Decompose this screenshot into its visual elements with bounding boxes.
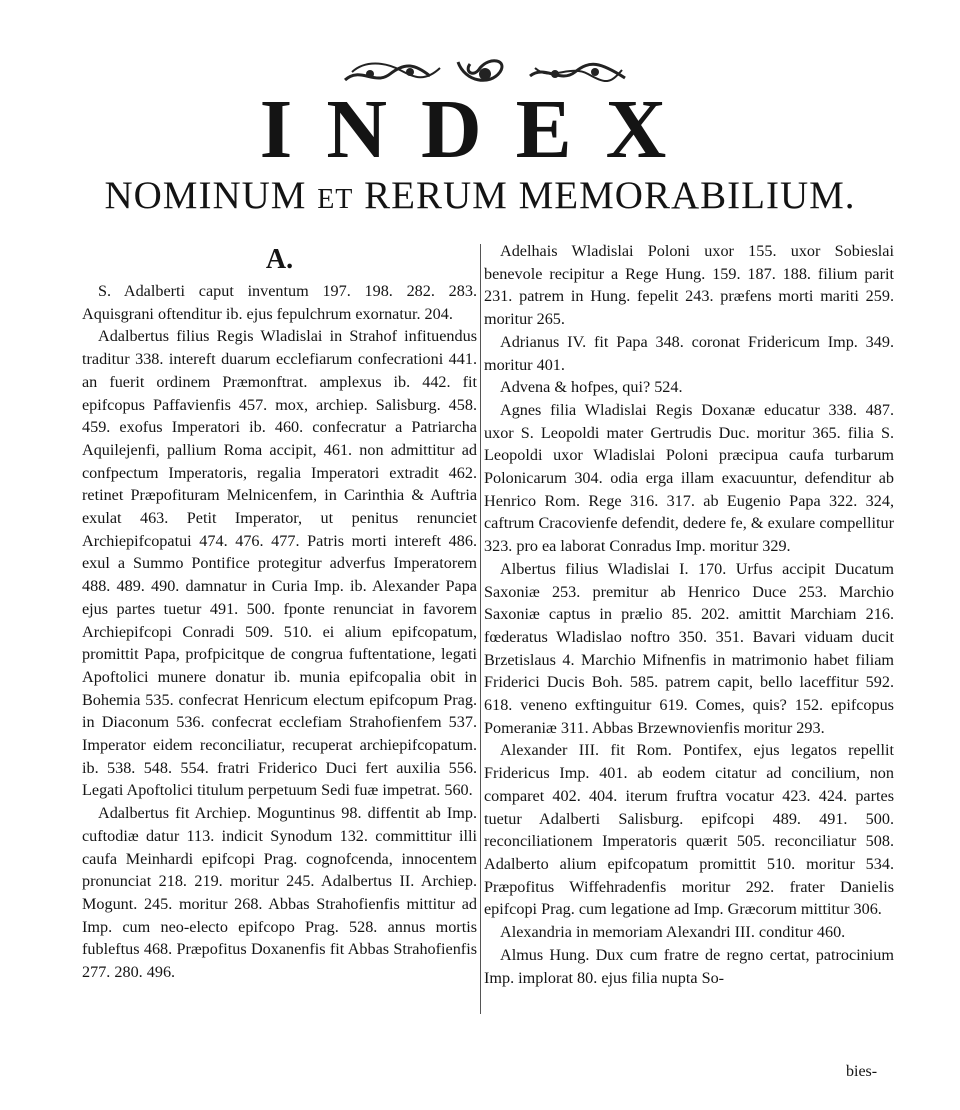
index-entry: Alexander III. fit Rom. Pontifex, ejus legatos repellit Fridericus Imp. 401. ab eodem citatur ad concilium, non comparet 402. 404. iterum fruftra vocatur 423. 424. partes tuetur Adalberti Salisburg. epifcopi 489. 491. 500. reconciliationem Imperatoris quærit 505. reconciliatur 508. Adalberto alium epifcopatum promittit 510. moritur 534. Præpofitus Wiffehradenfis moritur 292. frater Danielis epifcopi Prag. cum legatione ad Imp. Græcorum mittitur 306. (484, 741, 894, 919)
subtitle-part: NOMINUM (104, 174, 307, 217)
index-entry: Adalbertus fit Archiep. Moguntinus 98. diffentit ab Imp. cuftodiæ datur 113. indicit Synodum 132. committitur illi caufa Meinhardi epifcopi Prag. cognofcenda, innocentem pronunciat 218. 219. moritur 245. Adalbertus II. Archiep. Mogunt. 245. moritur 268. Abbas Strahofienfis mittitur ad Imp. cum neo-electo epifcopo Prag. 528. annus mortis fubleftus 468. Præpofitus Doxanenfis fit Abbas Strahofienfis 277. 280. 496. (82, 804, 477, 982)
subtitle-part: ET (317, 184, 354, 215)
page-title: INDEX (259, 83, 701, 176)
subtitle-part: RERUM MEMORABILIUM. (364, 174, 856, 217)
index-entry: Adelhais Wladislai Poloni uxor 155. uxor Sobieslai benevole recipitur a Rege Hung. 159. 187. 188. filium parit 231. patrem in Hung. fepelit 243. præfens morti mariti 259. moritur 265. (484, 242, 894, 329)
index-entry: Adrianus IV. fit Papa 348. coronat Fridericum Imp. 349. moritur 401. (484, 332, 894, 374)
index-entry: Adalbertus filius Regis Wladislai in Strahof infituendus traditur 338. intereft duarum ecclefiarum confecrationi 441. an fuerit ordinem Præmonftrat. amplexus ib. 442. fit epifcopus Paffavienfis 457. mox, archiep. Salisburg. 458. 459. exofus Imperatori ib. 460. confecratur a Patriarcha Aquilejenfi, pallium Roma accipit, 461. non admittitur ad confpectum Imperatoris, regalia Imperatori extradit 462. retinet Præpofituram Melnicenfem, in Carinthia & Auftria exulat 463. Petit Imperator, ut penitus renunciet Archiepifcopatui 474. 476. 477. Patris morti intereft 486. exul a Summo Pontifice protegitur adverfus Imperatorem 488. 489. 490. damnatur in Curia Imp. ib. Alexander Papa ejus partes tuetur 491. 500. fponte renunciat in favorem Archiepifcopi Conradi 509. 510. ei alium epifcopatum, promittit Papa, profpicitque de congrua fuftentatione, legati Apoftolici munere donatur ib. munia epifcopalia obit in Bohemia 535. confecrat Henricum electum epifcopum Prag. in Diaconum 536. confecrat ecclefiam Strahofienfem 537. Imperator eidem reconciliatur, recuperat archiepifcopatum. ib. 538. 548. 554. fratri Friderico Duci fert auxilia 556. Legati Apoftolici titulum perpetuum Sedi fuæ impetrat. 560. (82, 327, 477, 800)
index-entry: S. Adalberti caput inventum 197. 198. 282. 283. Aquisgrani oftenditur ib. ejus fepulchrum exornatur. 204. (82, 282, 477, 323)
index-entry: Advena & hofpes, qui? 524. (500, 378, 683, 397)
index-entry: Albertus filius Wladislai I. 170. Urfus accipit Ducatum Saxoniæ 253. premitur ab Henrico Duce 253. Marchio Saxoniæ captus in prælio 85. 202. amittit Marchiam 216. fœderatus Wladislao noftro 350. 351. Bavari viduam ducit Brzetislaus 4. Marchio Mifnenfis in matrimonio habet filiam Friderici Ducis Boh. 585. patrem capit, bello laceffitur 592. 618. veneno exftinguitur 619. Comes, quis? 152. epifcopus Pomeraniæ 311. Abbas Brzewnovienfis moritur 293. (484, 559, 894, 737)
right-column (484, 240, 894, 989)
index-entry: Almus Hung. Dux cum fratre de regno certat, patrocinium Imp. implorat 80. ejus filia nupta So- (484, 945, 894, 987)
index-entry: Agnes filia Wladislai Regis Doxanæ educatur 338. 487. uxor S. Leopoldi mater Gertrudis Duc. moritur 365. filia S. Leopoldi uxor Wladislai Poloni præcipua caufa turbarum Polonicarum 304. odia erga illam exacuuntur, defenditur ab Henrico Rom. Rege 316. 317. ab Eugenio Papa 322. 324, caftrum Cracovienfe defendit, dedere fe, & exulare compellitur 323. pro ea laborat Conradus Imp. moritur 329. (484, 400, 894, 556)
section-letter: A. (265, 244, 294, 275)
left-column (82, 240, 477, 984)
index-entry: Alexandria in memoriam Alexandri III. conditur 460. (500, 923, 846, 942)
catchword: bies- (846, 1063, 878, 1080)
column-divider (480, 244, 481, 1014)
page-subtitle (0, 176, 960, 215)
